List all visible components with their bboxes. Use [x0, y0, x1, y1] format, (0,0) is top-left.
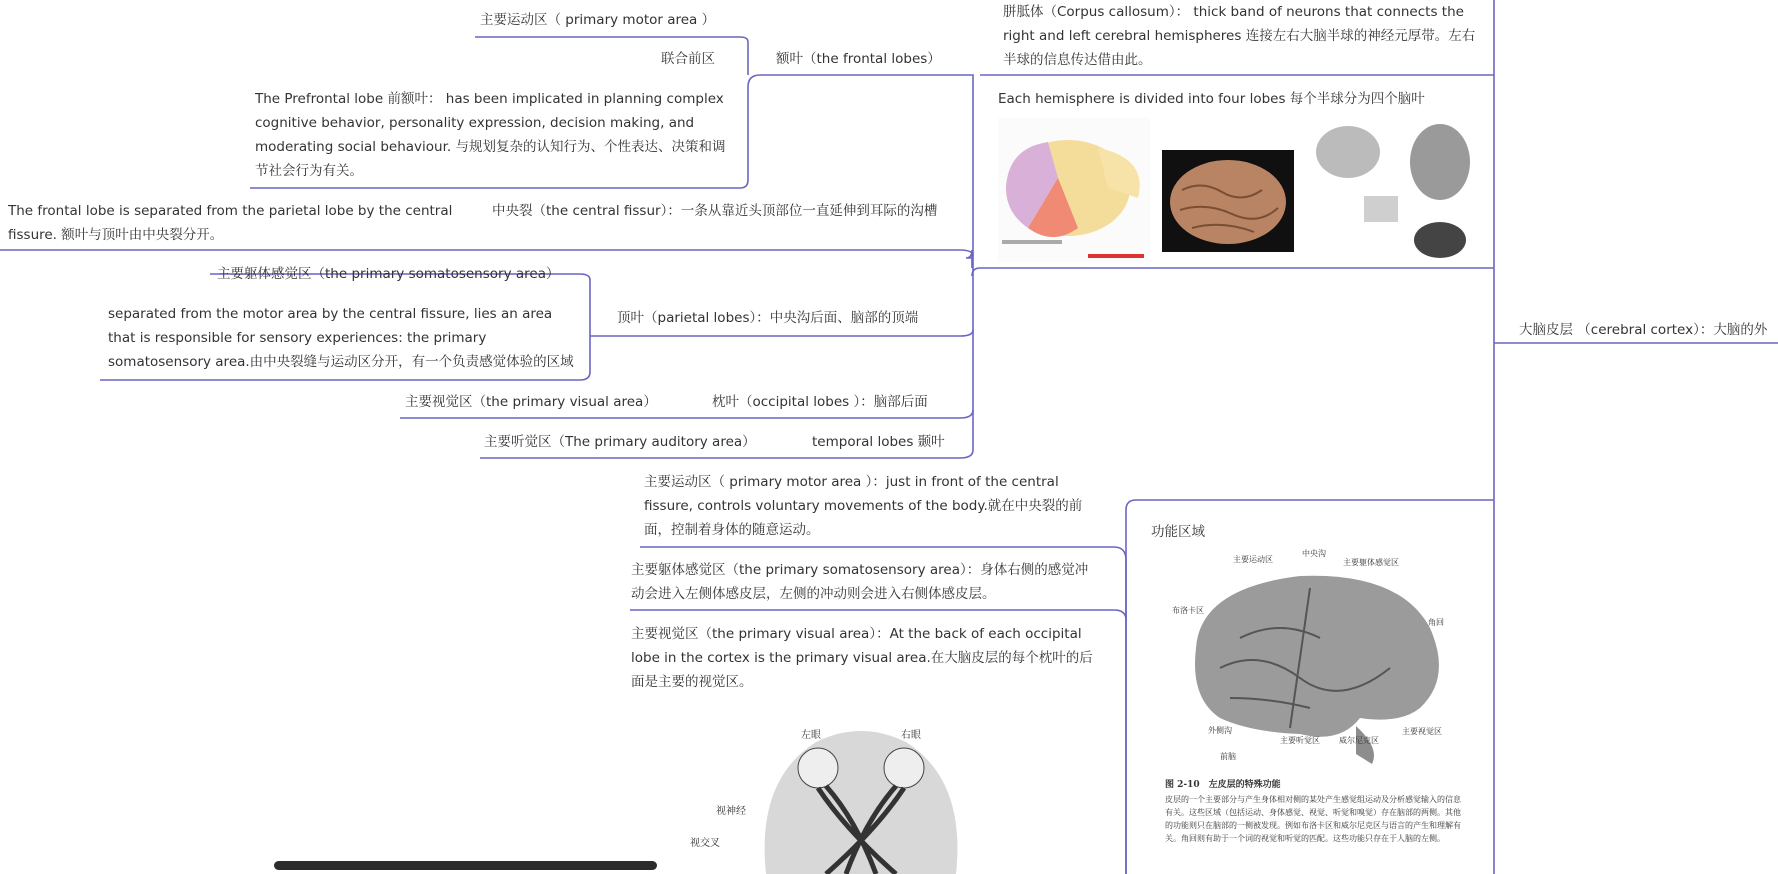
- primary-motor-area-node[interactable]: 主要运动区（ primary motor area ）: [480, 12, 716, 28]
- label-visual: 主要视觉区: [1402, 727, 1442, 736]
- hemisphere-lobes-node[interactable]: Each hemisphere is divided into four lobes 每个半球分为四个脑叶: [998, 91, 1425, 107]
- label-optic-nerve: 视神经: [716, 806, 746, 817]
- association-frontal-node[interactable]: 联合前区: [661, 51, 715, 67]
- figure-title: 图 2-10 左皮层的特殊功能: [1165, 780, 1281, 790]
- occipital-lobes-node[interactable]: 枕叶（occipital lobes ）：脑部后面: [712, 394, 928, 410]
- label-angular: 角回: [1428, 618, 1444, 627]
- corpus-callosum-node[interactable]: 胼胝体（Corpus callosum）： thick band of neurons that connects the right and left cerebral hemispheres 连接左右大脑半球的神经元厚带。左右半球的信息传达借由此。: [1003, 4, 1476, 68]
- primary-visual-area-node[interactable]: 主要视觉区（the primary visual area）: [405, 394, 657, 410]
- somatosensory-description-node[interactable]: separated from the motor area by the central fissure, lies an area that is responsible for sensory experiences: the primary somatosensory area.由中央裂缝与运动区分开，有一个负责感觉体验的区域: [108, 306, 574, 370]
- prefrontal-lobe-node[interactable]: The Prefrontal lobe 前额叶： has been implicated in planning complex cognitive behavior, personality expression, decision making, and moderating social behaviour. 与规划复杂的认知行为、个性表达、决策和调节社会行为有关。: [255, 91, 726, 179]
- label-central-sulcus: 中央沟: [1302, 549, 1326, 558]
- central-fissure-node[interactable]: 中央裂（the central fissur）：一条从靠近头顶部位一直延伸到耳际的沟槽: [492, 203, 938, 219]
- horizontal-scrollbar[interactable]: [274, 861, 657, 870]
- somatosensory-description-2-node[interactable]: 主要躯体感觉区（the primary somatosensory area）：身体右侧的感觉冲动会进入左侧体感皮层，左侧的冲动则会进入右侧体感皮层。: [631, 562, 1089, 602]
- label-somatosensory: 主要躯体感觉区: [1343, 558, 1399, 567]
- label-lateral: 外侧沟: [1208, 726, 1232, 735]
- visual-area-description-node[interactable]: 主要视觉区（the primary visual area）：At the back of each occipital lobe in the cortex is the primary visual area.在大脑皮层的每个枕叶的后面是主要的视觉区。: [631, 626, 1093, 690]
- label-motor: 主要运动区: [1233, 555, 1273, 564]
- parietal-lobes-node[interactable]: 顶叶（parietal lobes）：中央沟后面、脑部的顶端: [617, 310, 919, 326]
- label-wernicke: 威尔尼克区: [1339, 736, 1379, 745]
- label-optic-chiasm: 视交叉: [690, 838, 720, 849]
- lobes-diagram-image: [998, 118, 1150, 262]
- frontal-lobes-node[interactable]: 额叶（the frontal lobes）: [776, 51, 941, 67]
- label-right-eye: 右眼: [901, 730, 921, 741]
- label-left-eye: 左眼: [801, 730, 821, 741]
- cerebral-cortex-node[interactable]: 大脑皮层 （cerebral cortex）：大脑的外: [1519, 322, 1768, 338]
- functional-areas-node[interactable]: 功能区域: [1151, 524, 1205, 540]
- frontal-separation-node[interactable]: The frontal lobe is separated from the parietal lobe by the central fissure. 额叶与顶叶由中央裂分开。: [8, 203, 453, 243]
- label-auditory: 主要听觉区: [1280, 736, 1320, 745]
- label-front: 前脑: [1220, 752, 1236, 761]
- primary-auditory-area-node[interactable]: 主要听觉区（The primary auditory area）: [484, 434, 756, 450]
- label-broca: 布洛卡区: [1172, 606, 1204, 615]
- optic-pathway-figure: [756, 720, 966, 874]
- primary-somatosensory-node[interactable]: 主要躯体感觉区（the primary somatosensory area）: [217, 266, 560, 282]
- brain-sections-image: [1312, 118, 1474, 262]
- figure-caption: 皮层的一个主要部分与产生身体相对侧的某处产生感觉组运动及分析感觉输入的信息有关。这些区域（包括运动、身体感觉、视觉、听觉和嗅觉）存在脑部的两侧。其他的功能则只在脑部的一侧被发现。例如布洛卡区和威尔尼克区与语言的产生和理解有关。角回则有助于一个词的视觉和听觉的匹配。这些功能只存在于人脑的左侧。: [1165, 795, 1461, 843]
- motor-area-description-node[interactable]: 主要运动区（ primary motor area ）：just in front of the central fissure, controls voluntary movements of the body.就在中央裂的前面，控制着身体的随意运动。: [644, 474, 1083, 538]
- temporal-lobes-node[interactable]: temporal lobes 颞叶: [812, 434, 945, 450]
- brain-photo-image: [1162, 150, 1294, 252]
